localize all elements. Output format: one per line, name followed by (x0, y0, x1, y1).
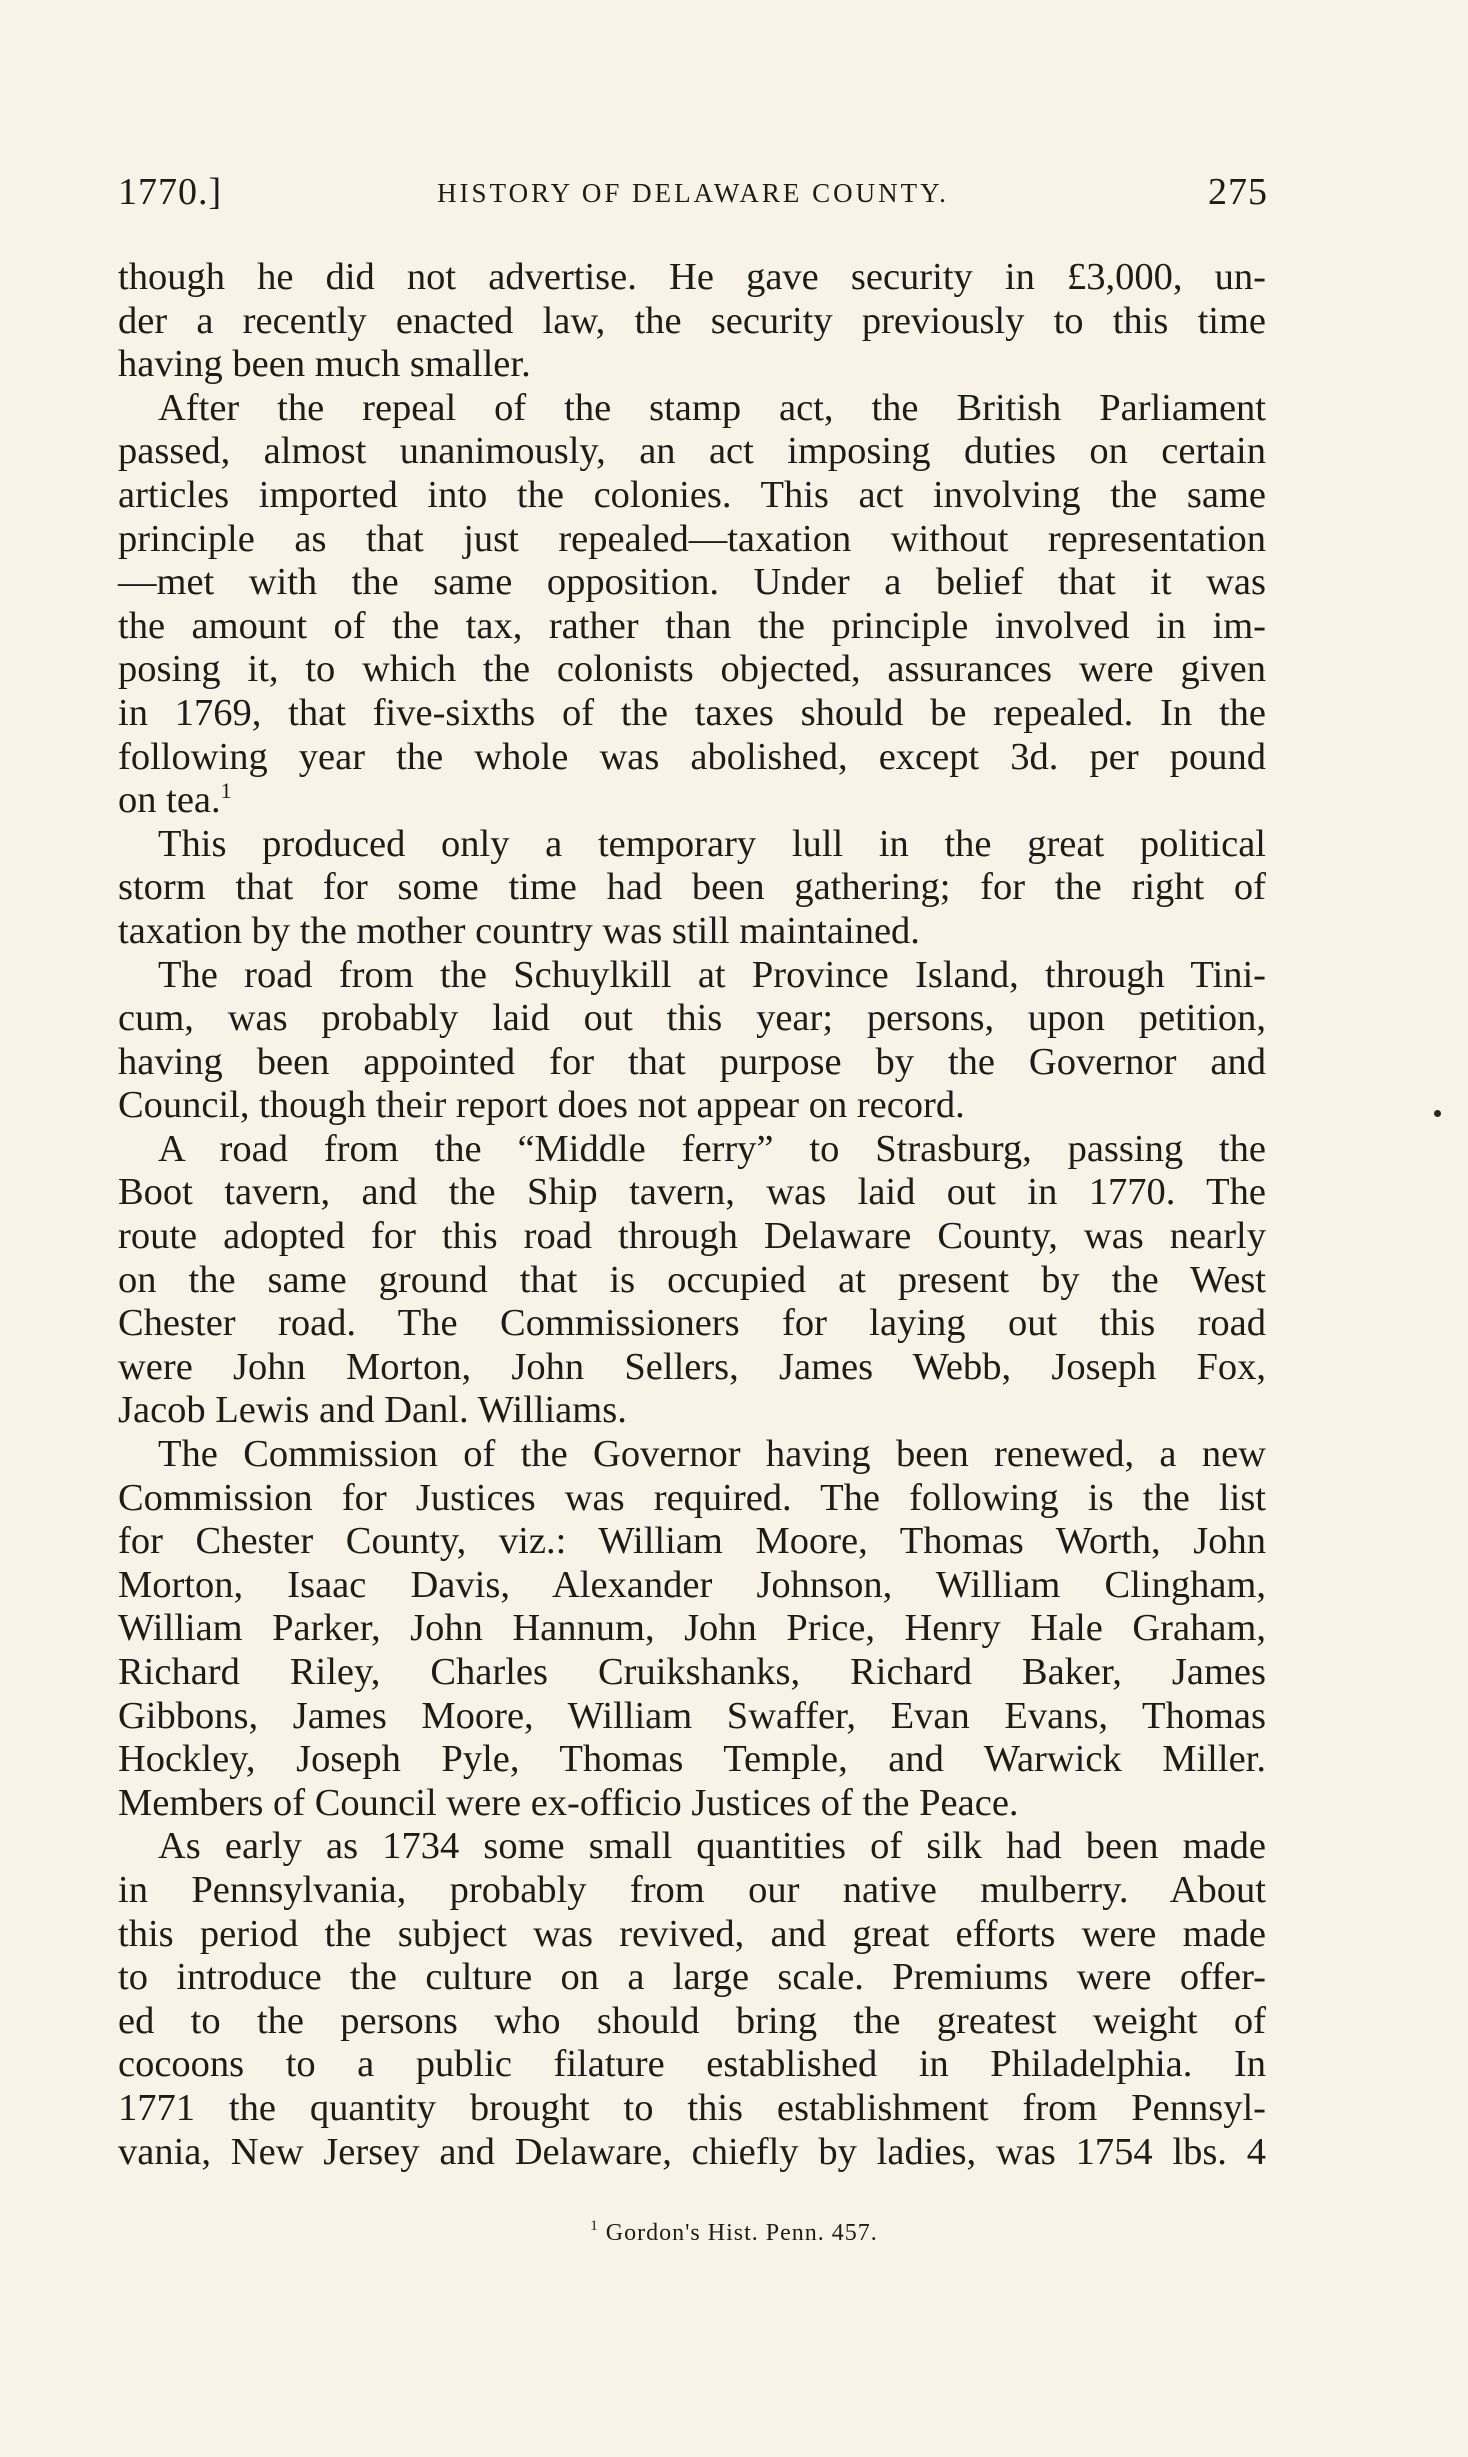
text-line: route adopted for this road through Delaware County, was nearly (118, 1215, 1266, 1258)
text-line: passed, almost unanimously, an act imposing duties on certain (118, 430, 1266, 473)
text-line: Morton, Isaac Davis, Alexander Johnson, William Clingham, (118, 1563, 1266, 1606)
text-line: vania, New Jersey and Delaware, chiefly by ladies, was 1754 lbs. 4 (118, 2130, 1266, 2173)
text-line: A road from the “Middle ferry” to Strasburg, passing the (158, 1127, 1266, 1170)
text-line: posing it, to which the colonists objected, assurances were given (118, 648, 1266, 691)
footnote (0, 2220, 1468, 2247)
text-line: Hockley, Joseph Pyle, Thomas Temple, and Warwick Miller. (118, 1738, 1266, 1781)
text-line: for Chester County, viz.: William Moore, Thomas Worth, John (118, 1520, 1266, 1563)
text-line: having been appointed for that purpose by the Governor and (118, 1040, 1266, 1083)
text-line: Chester road. The Commissioners for laying out this road (118, 1302, 1266, 1345)
text-line: cocoons to a public filature established in Philadelphia. In (118, 2043, 1266, 2086)
text-line: William Parker, John Hannum, John Price, Henry Hale Graham, (118, 1607, 1266, 1650)
text-line: Members of Council were ex-officio Justices of the Peace. (118, 1781, 1019, 1824)
text-line: The road from the Schuylkill at Province Island, through Tini- (158, 953, 1266, 996)
text-line: this period the subject was revived, and great efforts were made (118, 1912, 1266, 1955)
text-line: on the same ground that is occupied at present by the West (118, 1258, 1266, 1301)
running-head-title: HISTORY OF DELAWARE COUNTY. (437, 178, 949, 208)
footnote-reference: 1 (220, 778, 232, 804)
text-line: Boot tavern, and the Ship tavern, was laid out in 1770. The (118, 1171, 1266, 1214)
page-speck (1434, 1110, 1441, 1117)
text-line: principle as that just repealed—taxation without representation (118, 517, 1266, 560)
text-line: the amount of the tax, rather than the principle involved in im- (118, 604, 1266, 647)
text-line: having been much smaller. (118, 343, 531, 386)
text-line: ed to the persons who should bring the greatest weight of (118, 1999, 1266, 2042)
text-line-with-footnote (118, 779, 1266, 823)
running-head-year: 1770.] (118, 171, 223, 213)
text-line: 1771 the quantity brought to this establishment from Pennsyl- (118, 2086, 1266, 2129)
text-line: cum, was probably laid out this year; persons, upon petition, (118, 997, 1266, 1040)
text-line: der a recently enacted law, the security previously to this time (118, 299, 1266, 342)
text-line: This produced only a temporary lull in the great political (158, 822, 1266, 865)
text-line: Jacob Lewis and Danl. Williams. (118, 1389, 627, 1432)
text-line: though he did not advertise. He gave security in £3,000, un- (118, 256, 1266, 298)
footnote-marker: 1 (590, 2218, 599, 2234)
text-line: The Commission of the Governor having been renewed, a new (158, 1433, 1266, 1476)
text-line: storm that for some time had been gathering; for the right of (118, 866, 1266, 909)
text-line: were John Morton, John Sellers, James Webb, Joseph Fox, (118, 1345, 1266, 1388)
text-line: —met with the same opposition. Under a belief that it was (118, 561, 1266, 604)
text-line: articles imported into the colonies. This act involving the same (118, 473, 1266, 516)
text-line: Gibbons, James Moore, William Swaffer, Evan Evans, Thomas (118, 1694, 1266, 1737)
body-text (118, 256, 1266, 2174)
text-line: in 1769, that five-sixths of the taxes should be repealed. In the (118, 691, 1266, 734)
text-line: on tea. (118, 779, 221, 822)
text-line: in Pennsylvania, probably from our native mulberry. About (118, 1868, 1266, 1911)
text-line: Richard Riley, Charles Cruikshanks, Richard Baker, James (118, 1651, 1266, 1693)
running-head (118, 170, 1268, 220)
text-line: As early as 1734 some small quantities of silk had been made (158, 1825, 1266, 1868)
text-line: Commission for Justices was required. The following is the list (118, 1476, 1266, 1519)
footnote-text: Gordon's Hist. Penn. 457. (605, 2220, 878, 2246)
text-line: taxation by the mother country was still maintained. (118, 909, 920, 952)
page-number: 275 (1208, 171, 1268, 213)
text-line: to introduce the culture on a large scale. Premiums were offer- (118, 1956, 1266, 1999)
text-line: After the repeal of the stamp act, the British Parliament (158, 386, 1266, 429)
text-line: following year the whole was abolished, except 3d. per pound (118, 735, 1266, 778)
text-line: Council, though their report does not appear on record. (118, 1084, 965, 1127)
